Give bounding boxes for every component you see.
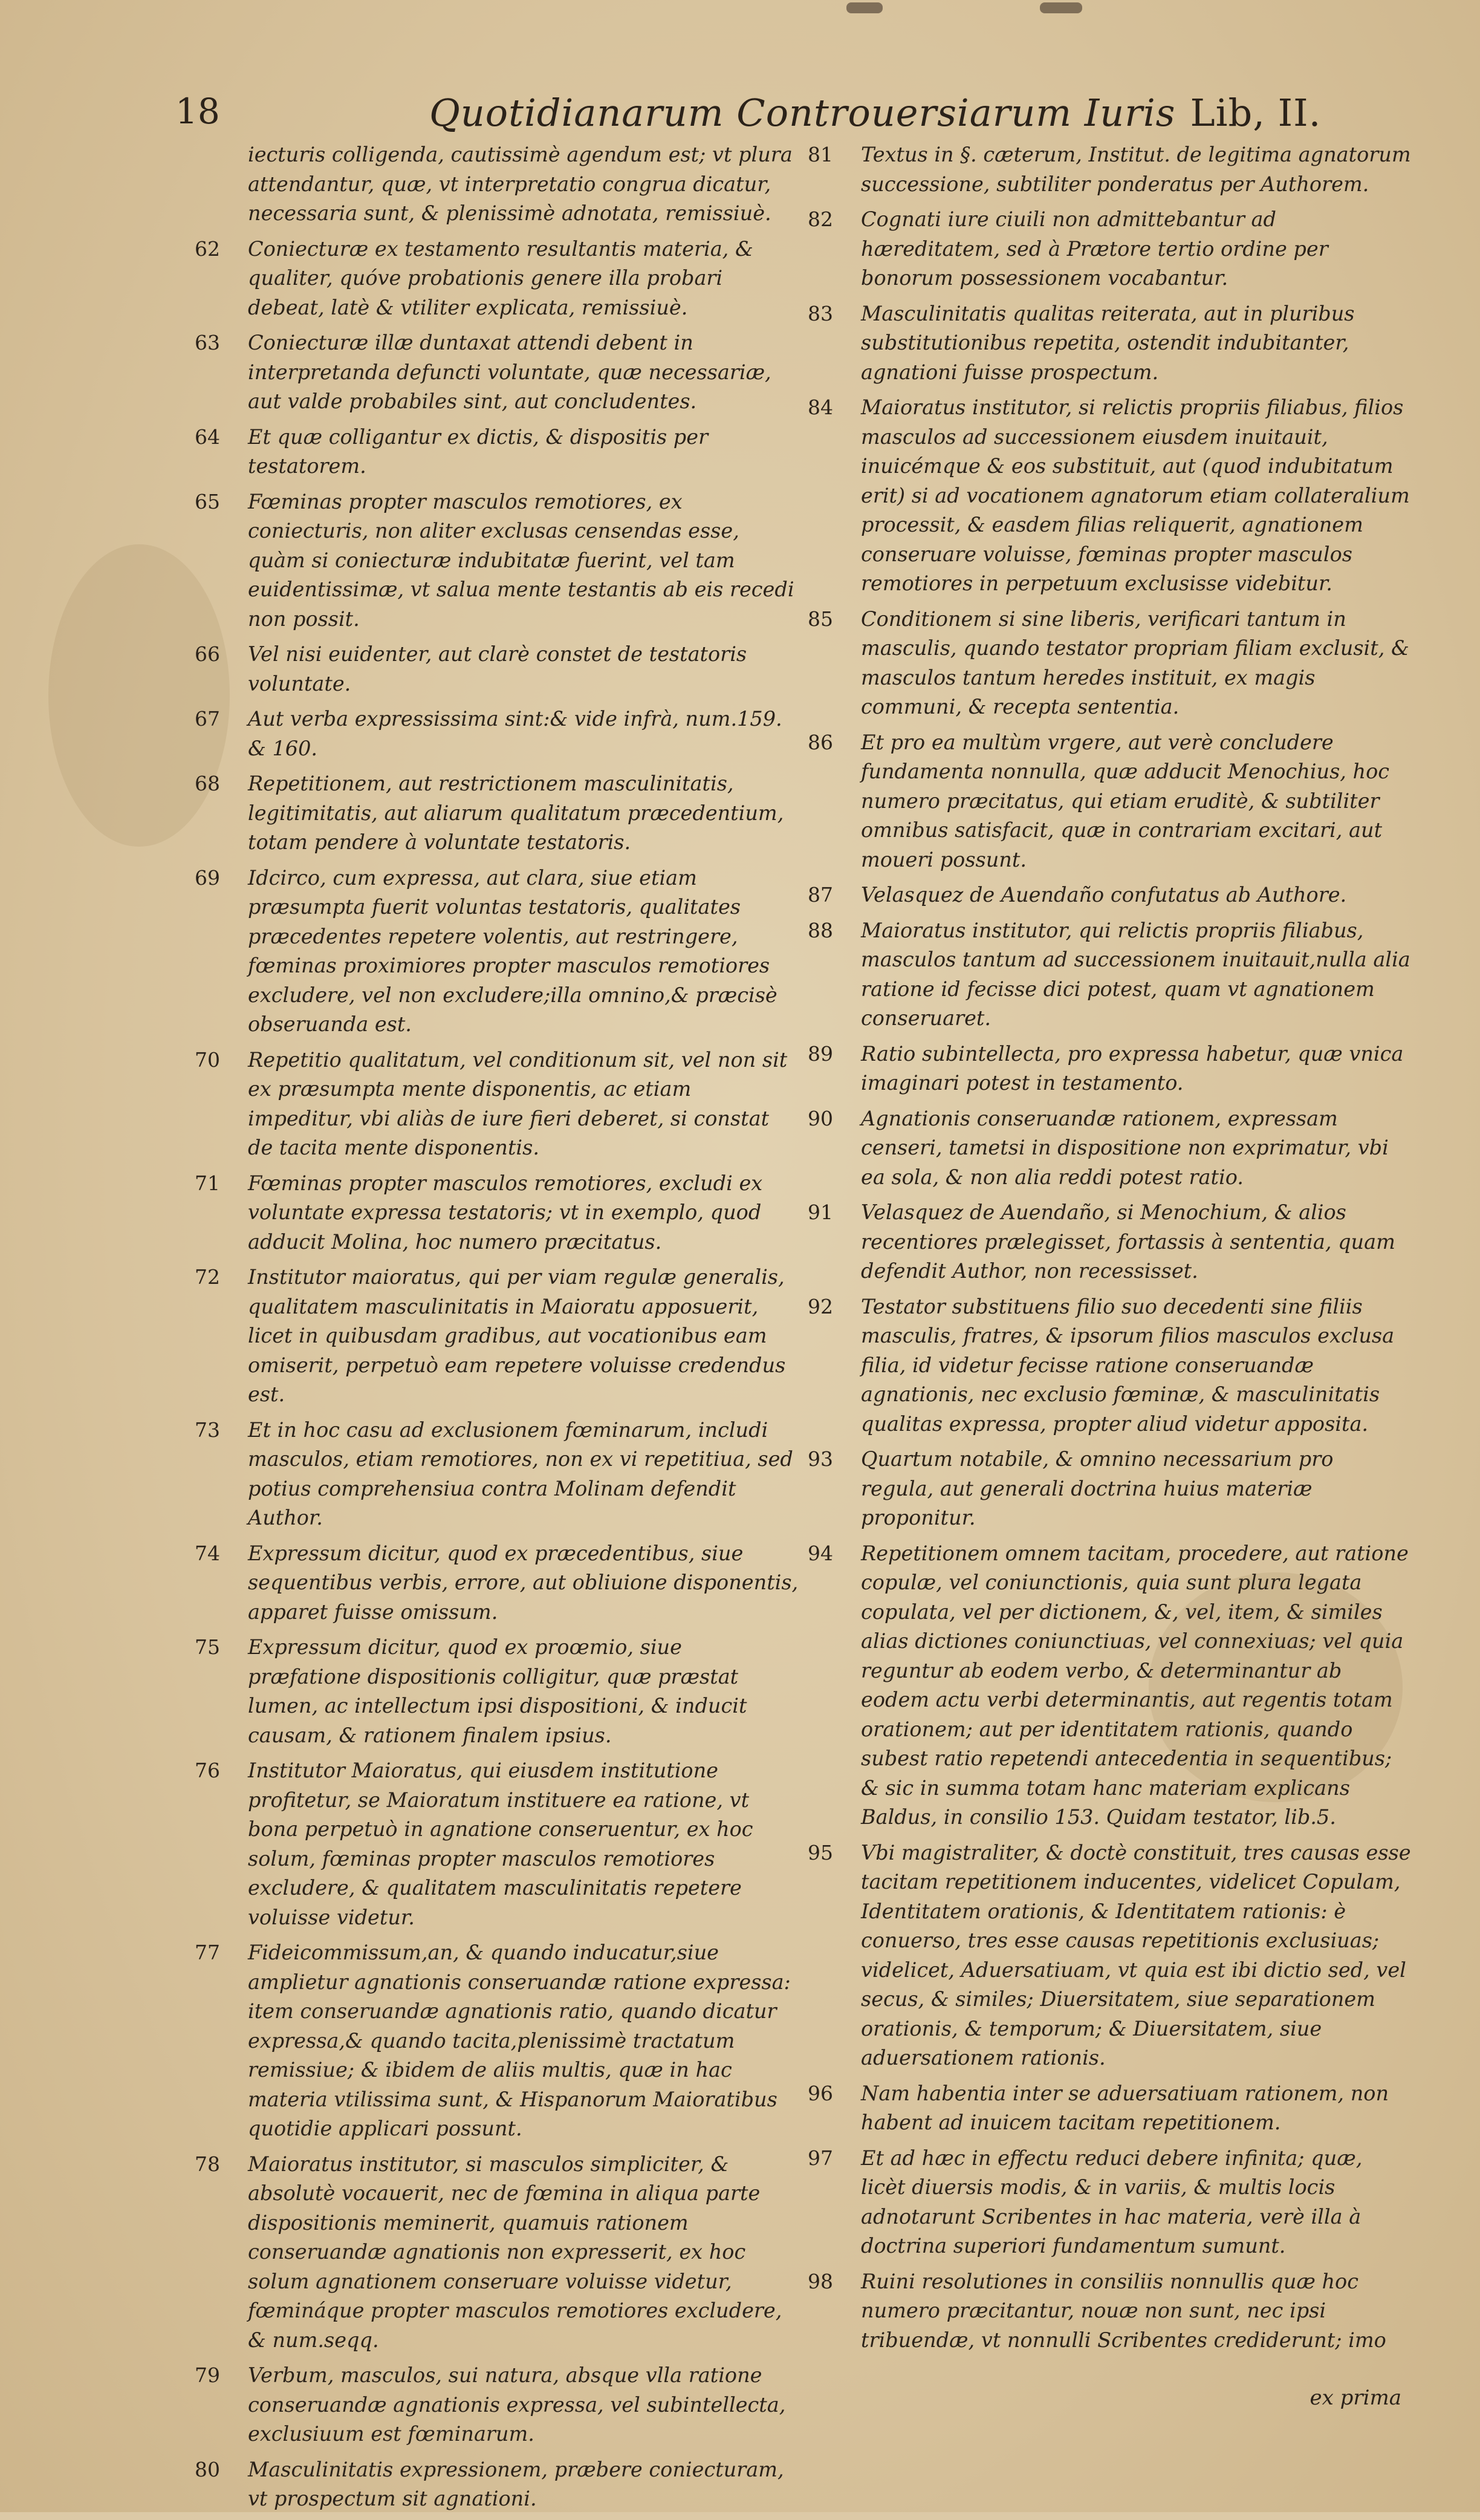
entry-text: Conditionem si sine liberis, verificari tantum in masculis, quando testator propriam filiam exclusit, & masculos tantum heredes instituit, ex magis communi, & recepta sententia. <box>861 607 1409 718</box>
summary-entry <box>195 864 799 1040</box>
summary-entry <box>195 1539 799 1627</box>
entry-text: Repetitio qualitatum, vel conditionum sit, vel non sit ex præsumpta mente disponentis, ac etiam impeditur, vbi aliàs de iure fieri deberet, si constat de tacita mente disponentis. <box>248 1047 788 1159</box>
summary-entry <box>195 1756 799 1932</box>
entry-number: 72 <box>195 1265 220 1289</box>
summary-entry <box>808 881 1412 910</box>
summary-entry <box>195 1169 799 1257</box>
entry-text: Verbum, masculos, sui natura, absque vlla ratione conseruandæ agnationis expressa, vel subintellecta, exclusiuum est fœminarum. <box>248 2363 786 2446</box>
summary-entry <box>195 328 799 417</box>
summary-entry <box>808 2144 1412 2261</box>
entry-number: 62 <box>195 236 220 261</box>
summary-entry <box>195 640 799 698</box>
summary-entry <box>808 1198 1412 1286</box>
entry-number: 63 <box>195 331 220 354</box>
entry-number: 89 <box>808 1041 833 1066</box>
entry-text: Cognati iure ciuili non admittebantur ad hæreditatem, sed à Prætore tertio ordine per bonorum possessionem vocabantur. <box>861 207 1328 290</box>
entry-text: Coniecturæ ex testamento resultantis materia, & qualiter, quóve probationis genere illa probari debeat, latè & vtiliter explicata, remissiuè. <box>248 236 753 319</box>
entry-text: Et quæ colligantur ex dictis, & dispositis per testatorem. <box>248 425 709 478</box>
entry-number: 88 <box>808 918 833 942</box>
entry-text: iecturis colligenda, cautissimè agendum est; vt plura attendantur, quæ, vt interpretatio congrua dicatur, necessaria sunt, & plenissimè adnotata, remissiuè. <box>248 143 793 225</box>
entry-text: Testator substituens filio suo decedenti sine filiis masculis, fratres, & ipsorum filios masculos exclusa filia, id videtur fecisse ratione conseruandæ agnationis, nec exclusio fœminæ, & masculinitatis qualitas expressa, propter aliud videtur apposita. <box>861 1294 1395 1436</box>
summary-entry <box>808 393 1412 599</box>
page-number: 18 <box>175 91 220 132</box>
entry-text: Institutor Maioratus, qui eiusdem institutione profitetur, se Maioratum instituere ea ratione, vt bona perpetuò in agnatione conseruentur, ex hoc solum, fœminas propter masculos remotiores excludere, & qualitatem masculinitatis repetere voluisse videtur. <box>248 1759 753 1929</box>
summary-entry <box>195 2455 799 2514</box>
entry-number: 85 <box>808 607 833 631</box>
summary-entry <box>195 1633 799 1750</box>
right-column <box>808 140 1412 2361</box>
entry-text: Vel nisi euidenter, aut clarè constet de testatoris voluntate. <box>248 642 747 695</box>
summary-entry <box>808 1104 1412 1193</box>
entry-number: 97 <box>808 2146 833 2170</box>
entry-text: Quartum notabile, & omnino necessarium pro regula, aut generali doctrina huius materiæ proponitur. <box>861 1447 1334 1529</box>
summary-entry <box>195 1263 799 1410</box>
summary-entry <box>808 299 1412 388</box>
entry-text: Expressum dicitur, quod ex proœmio, siue præfatione dispositionis colligitur, quæ præstat lumen, ac intellectum ipsi dispositioni, & inducit causam, & rationem finalem ipsius. <box>248 1635 747 1747</box>
entry-text: Ratio subintellecta, pro expressa habetur, quæ vnica imaginari potest in testamento. <box>861 1041 1404 1095</box>
page-header <box>175 91 1389 145</box>
entry-number: 96 <box>808 2081 833 2105</box>
entry-text: Coniecturæ illæ duntaxat attendi debent in interpretanda defuncti voluntate, quæ necessariæ, aut valde probabiles sint, aut concludentes. <box>248 331 771 413</box>
entry-number: 80 <box>195 2457 220 2481</box>
entry-text: Maioratus institutor, si relictis propriis filiabus, filios masculos ad successionem eiusdem inuitauit, inuicémque & eos substituit, aut (quod indubitatum erit) si ad vocationem agnatorum etiam collateralium processit, & easdem filias reliquerit, agnationem conseruare voluisse, fœminas propter masculos remotiores in perpetuum exclusisse videbitur. <box>861 396 1410 595</box>
entry-text: Repetitionem, aut restrictionem masculinitatis, legitimitatis, aut aliarum qualitatum præcedentium, totam pendere à voluntate testatoris. <box>248 772 784 854</box>
entry-number: 74 <box>195 1541 220 1565</box>
entry-number: 77 <box>195 1941 220 1964</box>
summary-entry <box>808 728 1412 875</box>
entry-number: 68 <box>195 772 220 795</box>
summary-entry <box>808 205 1412 293</box>
entry-number: 82 <box>808 207 833 231</box>
summary-entry <box>195 705 799 763</box>
entry-number: 69 <box>195 865 220 890</box>
entry-number: 73 <box>195 1418 220 1442</box>
running-title-text: Quotidianarum Controuersiarum Iuris <box>429 91 1176 135</box>
entry-text: Nam habentia inter se aduersatiuam rationem, non habent ad inuicem tacitam repetitionem. <box>861 2081 1389 2134</box>
entry-number: 78 <box>195 2152 220 2176</box>
entry-text: Et pro ea multùm vrgere, aut verè concludere fundamenta nonnulla, quæ adducit Menochius, hoc numero præcitatus, qui etiam eruditè, & subtiliter omnibus satisfacit, quæ in contrariam excitari, aut moueri possunt. <box>861 730 1390 871</box>
entry-number: 83 <box>808 301 833 325</box>
entry-text: Maioratus institutor, si masculos simpliciter, & absolutè vocauerit, nec de fœmina in aliqua parte dispositionis meminerit, quamuis rationem conseruandæ agnationis non expresserit, ex hoc solum agnationem conseruare voluisse videtur, fœmináque propter masculos remotiores excludere, & num.seqq. <box>248 2152 782 2352</box>
summary-entry <box>195 140 799 229</box>
entry-text: Repetitionem omnem tacitam, procedere, aut ratione copulæ, vel coniunctionis, quia sunt plura legata copulata, vel per dictionem, &, vel, item, & similes alias dictiones coniunctiuas, vel connexiuas; vel quia reguntur ab eodem verbo, & determinantur ab eodem actu verbi determinantis, aut regentis totam orationem; aut per identitatem rationis, quando subest ratio repetendi antecedentia in sequentibus; & sic in summa totam hanc materiam explicans Baldus, in consilio 153. Quidam testator, lib.5. <box>861 1541 1409 1829</box>
entry-text: Maioratus institutor, qui relictis propriis filiabus, masculos tantum ad successionem inuitauit,nulla alia ratione id fecisse dici potest, quam vt agnationem conseruaret. <box>861 918 1410 1030</box>
summary-entry <box>808 2267 1412 2356</box>
entry-number: 71 <box>195 1171 220 1195</box>
entry-text: Masculinitatis expressionem, præbere coniecturam, vt prospectum sit agnationi. <box>248 2457 784 2510</box>
entry-text: Velasquez de Auendaño confutatus ab Authore. <box>861 883 1347 907</box>
entry-text: Idcirco, cum expressa, aut clara, siue etiam præsumpta fuerit voluntas testatoris, qualitates præcedentes repetere volentis, aut restringere, fœminas proximiores propter masculos remotiores excludere, vel non excludere;illa omnino,& præcisè obseruanda est. <box>248 865 777 1036</box>
summary-entry <box>195 423 799 481</box>
entry-number: 92 <box>808 1294 833 1318</box>
entry-number: 79 <box>195 2363 220 2387</box>
entry-text: Vbi magistraliter, & doctè constituit, tres causas esse tacitam repetitionem inducentes, videlicet Copulam, Identitatem orationis, & Identitatem rationis: è conuerso, tres esse causas repetitionis exclusiuas; videlicet, Aduersatiuam, vt quia est ibi dictio sed, vel secus, & similes; Diuersitatem, siue separationem orationis, & temporum; & Diuersitatem, siue aduersationem rationis. <box>861 1840 1411 2069</box>
entry-number: 91 <box>808 1200 833 1224</box>
summary-entry <box>808 1292 1412 1439</box>
left-column <box>195 140 799 2520</box>
entry-text: Textus in §. cæterum, Institut. de legitima agnatorum successione, subtiliter ponderatus per Authorem. <box>861 143 1411 196</box>
summary-entry <box>195 1046 799 1163</box>
summary-entry <box>808 605 1412 722</box>
entry-number: 86 <box>808 730 833 754</box>
entry-number: 87 <box>808 883 833 907</box>
summary-entry <box>808 1040 1412 1098</box>
entry-number: 98 <box>808 2269 833 2293</box>
running-title-book: Lib, II. <box>1190 91 1322 135</box>
entry-number: 90 <box>808 1106 833 1130</box>
summary-entry <box>808 1539 1412 1832</box>
entry-text: Et in hoc casu ad exclusionem fœminarum, includi masculos, etiam remotiores, non ex vi repetitiua, sed potius comprehensiua contra Molinam defendit Author. <box>248 1418 793 1529</box>
summary-entry <box>195 2361 799 2449</box>
summary-entry <box>195 769 799 858</box>
summary-entry <box>195 487 799 634</box>
entry-number: 95 <box>808 1840 833 1864</box>
entry-number: 93 <box>808 1447 833 1471</box>
summary-entry <box>195 1416 799 1533</box>
entry-text: Agnationis conseruandæ rationem, expressam censeri, tametsi in dispositione non exprimatur, vbi ea sola, & non alia reddi potest ratio. <box>861 1106 1389 1189</box>
entry-text: Masculinitatis qualitas reiterata, aut in pluribus substitutionibus repetita, ostendit indubitanter, agnationi fuisse prospectum. <box>861 301 1355 384</box>
entry-number: 76 <box>195 1759 220 1782</box>
summary-entry <box>808 140 1412 199</box>
catchword: ex prima <box>1310 2386 1401 2410</box>
entry-number: 64 <box>195 425 220 449</box>
entry-number: 67 <box>195 707 220 731</box>
entry-number: 65 <box>195 489 220 513</box>
summary-entry <box>808 1445 1412 1533</box>
page-edge-mark <box>846 2 883 13</box>
running-title <box>429 91 1321 135</box>
entry-text: Institutor maioratus, qui per viam regulæ generalis, qualitatem masculinitatis in Maioratu apposuerit, licet in quibusdam gradibus, aut vocationibus eam omiserit, perpetuò eam repetere voluisse credendus est. <box>248 1265 786 1406</box>
entry-number: 66 <box>195 642 220 666</box>
entry-text: Fœminas propter masculos remotiores, excludi ex voluntate expressa testatoris; vt in exemplo, quod adducit Molina, hoc numero præcitatus. <box>248 1171 763 1254</box>
summary-entry <box>808 1838 1412 2073</box>
summary-entry <box>195 1938 799 2144</box>
entry-text: Aut verba expressissima sint:& vide infrà, num.159. & 160. <box>248 707 782 760</box>
entry-text: Et ad hæc in effectu reduci debere infinita; quæ, licèt diuersis modis, & in variis, & multis locis adnotarunt Scribentes in hac materia, verè illa à doctrina superiori fundamentum sumunt. <box>861 2146 1363 2258</box>
entry-text: Fideicommissum,an, & quando inducatur,siue amplietur agnationis conseruandæ ratione expressa: item conseruandæ agnationis ratio, quando dicatur expressa,& quando tacita,plenissimè tractatum remissiue; & ibidem de aliis multis, quæ in hac materia vtilissima sunt, & Hispanorum Maioratibus quotidie applicari possunt. <box>248 1941 791 2140</box>
entry-number: 75 <box>195 1635 220 1659</box>
entry-text: Ruini resolutiones in consiliis nonnullis quæ hoc numero præcitantur, nouæ non sunt, nec ipsi tribuendæ, vt nonnulli Scribentes crediderunt; imo <box>861 2269 1386 2352</box>
entry-number: 94 <box>808 1541 833 1565</box>
entry-text: Fœminas propter masculos remotiores, ex coniecturis, non aliter exclusas censendas esse, quàm si coniecturæ indubitatæ fuerint, vel tam euidentissimæ, vt salua mente testantis ab eis recedi non possit. <box>248 489 794 631</box>
entry-text: Expressum dicitur, quod ex præcedentibus, siue sequentibus verbis, errore, aut obliuione disponentis, apparet fuisse omissum. <box>248 1541 799 1624</box>
page-edge-mark <box>1040 2 1082 13</box>
summary-entry <box>195 235 799 323</box>
entry-number: 84 <box>808 396 833 419</box>
entry-number: 81 <box>808 143 833 166</box>
summary-entry <box>195 2150 799 2356</box>
summary-entry <box>808 916 1412 1034</box>
entry-number: 70 <box>195 1047 220 1072</box>
entry-text: Velasquez de Auendaño, si Menochium, & alios recentiores prælegisset, fortassis à sententia, quam defendit Author, non recessisset. <box>861 1200 1395 1283</box>
summary-entry <box>808 2079 1412 2138</box>
